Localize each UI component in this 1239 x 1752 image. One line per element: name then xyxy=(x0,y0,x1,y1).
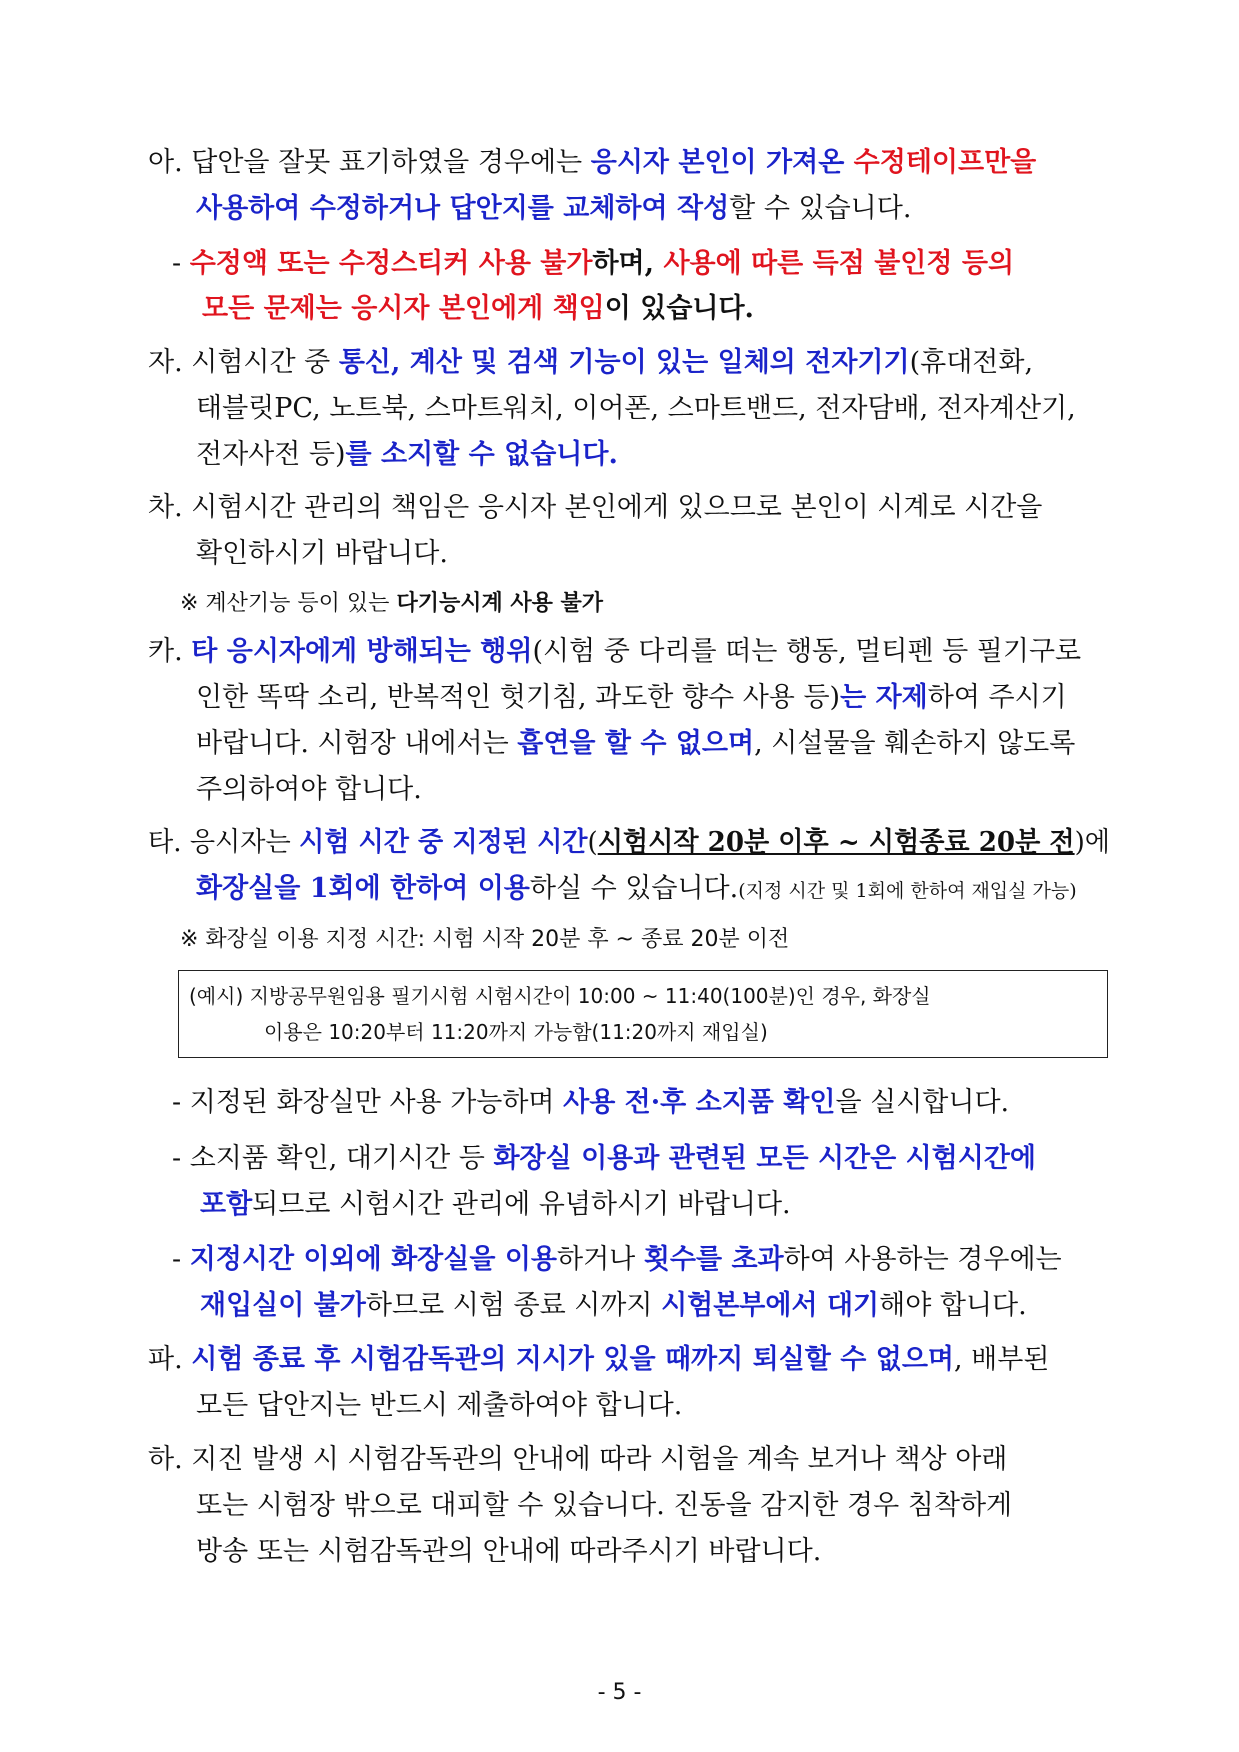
example-box xyxy=(178,970,1108,1058)
item-ta-sub-2-line-2: 포함되므로 시험시간 관리에 유념하시기 바랍니다. xyxy=(200,1189,791,1220)
item-ka-line-1: 카. 타 응시자에게 방해되는 행위(시험 중 다리를 떠는 행동, 멀티펜 등 필기구로 xyxy=(148,636,1082,667)
item-ha-line-3: 방송 또는 시험감독관의 안내에 따라주시기 바랍니다. xyxy=(196,1536,822,1567)
item-ha-line-2: 또는 시험장 밖으로 대피할 수 있습니다. 진동을 감지한 경우 침착하게 xyxy=(196,1490,1013,1521)
item-ka-line-3: 바랍니다. 시험장 내에서는 흡연을 할 수 없으며, 시설물을 훼손하지 않도록 xyxy=(196,728,1076,759)
item-ja-line-2: 태블릿PC, 노트북, 스마트워치, 이어폰, 스마트밴드, 전자담배, 전자계산기, xyxy=(196,393,1076,424)
item-ka-line-2: 인한 똑딱 소리, 반복적인 헛기침, 과도한 향수 사용 등)는 자제하여 주시기 xyxy=(196,682,1067,713)
item-a-sub-line-1: - 수정액 또는 수정스티커 사용 불가하며, 사용에 따른 득점 불인정 등의 xyxy=(172,248,1015,279)
page-number: - 5 - xyxy=(597,1680,642,1705)
item-cha-line-2: 확인하시기 바랍니다. xyxy=(196,538,448,569)
item-cha-line-1: 차. 시험시간 관리의 책임은 응시자 본인에게 있으므로 본인이 시계로 시간을 xyxy=(148,492,1043,523)
item-ta-sub-2-line-1: - 소지품 확인, 대기시간 등 화장실 이용과 관련된 모든 시간은 시험시간에 xyxy=(172,1143,1037,1174)
item-ta-sub-1: - 지정된 화장실만 사용 가능하며 사용 전·후 소지품 확인을 실시합니다. xyxy=(172,1087,1010,1118)
item-cha-note: ※ 계산기능 등이 있는 다기능시계 사용 불가 xyxy=(180,591,604,616)
item-ta-sub-3-line-1: - 지정시간 이외에 화장실을 이용하거나 횟수를 초과하여 사용하는 경우에는 xyxy=(172,1244,1062,1275)
item-a-line-2: 사용하여 수정하거나 답안지를 교체하여 작성할 수 있습니다. xyxy=(196,193,912,224)
item-ta-sub-3-line-2: 재입실이 불가하므로 시험 종료 시까지 시험본부에서 대기해야 합니다. xyxy=(200,1290,1027,1321)
item-ja-line-3: 전자사전 등)를 소지할 수 없습니다. xyxy=(196,439,618,470)
item-a-sub-line-2: 모든 문제는 응시자 본인에게 책임이 있습니다. xyxy=(202,293,754,324)
item-ha-line-1: 하. 지진 발생 시 시험감독관의 안내에 따라 시험을 계속 보거나 책상 아래 xyxy=(148,1444,1008,1475)
item-ka-line-4: 주의하여야 합니다. xyxy=(196,774,422,805)
item-ta-line-2: 화장실을 1회에 한하여 이용하실 수 있습니다.(지정 시간 및 1회에 한하여 재입실 가능) xyxy=(196,873,1077,904)
item-ta-line-1: 타. 응시자는 시험 시간 중 지정된 시간(시험시작 20분 이후 ~ 시험종료 20분 전)에 xyxy=(148,827,1110,858)
item-pa-line-2: 모든 답안지는 반드시 제출하여야 합니다. xyxy=(196,1390,683,1421)
item-pa-line-1: 파. 시험 종료 후 시험감독관의 지시가 있을 때까지 퇴실할 수 없으며, 배부된 xyxy=(148,1344,1050,1375)
example-box-line-1: (예시) 지방공무원임용 필기시험 시험시간이 10:00 ~ 11:40(100분)인 경우, 화장실 xyxy=(189,984,931,1008)
example-box-line-2: 이용은 10:20부터 11:20까지 가능함(11:20까지 재입실) xyxy=(264,1020,768,1044)
item-a-line-1: 아. 답안을 잘못 표기하였을 경우에는 응시자 본인이 가져온 수정테이프만을 xyxy=(148,147,1037,178)
item-ja-line-1: 자. 시험시간 중 통신, 계산 및 검색 기능이 있는 일체의 전자기기(휴대전화, xyxy=(148,347,1034,378)
item-ta-note: ※ 화장실 이용 지정 시간: 시험 시작 20분 후 ~ 종료 20분 이전 xyxy=(180,927,790,952)
